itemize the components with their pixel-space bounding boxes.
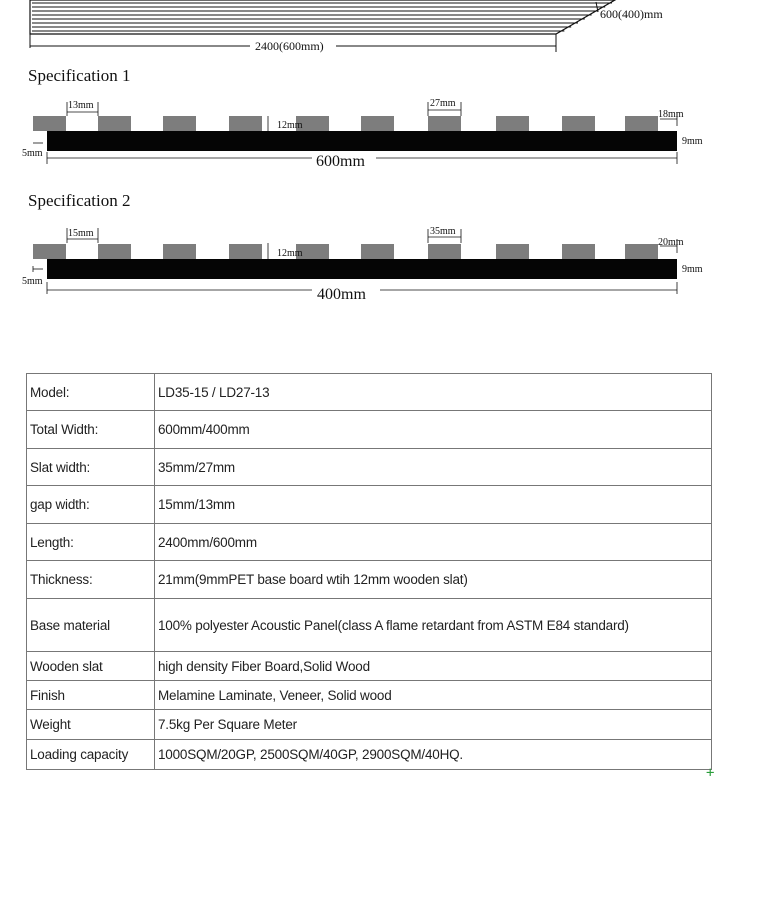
spec2-offset-label: 5mm [22, 276, 43, 287]
table-row [27, 599, 712, 652]
table-row [27, 561, 712, 599]
table-row [27, 486, 712, 524]
spec2-slat [428, 244, 461, 259]
spec-key: Thickness: [27, 561, 155, 599]
spec-key: Loading capacity [27, 740, 155, 770]
table-row [27, 411, 712, 449]
spec1-title: Specification 1 [28, 66, 131, 85]
spec1-slats [33, 116, 658, 131]
spec2-profile [22, 226, 703, 303]
spec-value: 35mm/27mm [155, 449, 712, 486]
table-row [27, 652, 712, 681]
spec1-slat [428, 116, 461, 131]
panel-width-label: 600(400)mm [600, 7, 663, 21]
spec-value: 15mm/13mm [155, 486, 712, 524]
spec-key: Length: [27, 524, 155, 561]
spec2-slat-label: 35mm [430, 226, 456, 237]
spec2-title: Specification 2 [28, 191, 131, 210]
spec2-slat [625, 244, 658, 259]
spec2-total-label: 400mm [317, 286, 366, 303]
spec1-slat [496, 116, 529, 131]
spec-value: high density Fiber Board,Solid Wood [155, 652, 712, 681]
technical-drawing [0, 0, 782, 360]
spec1-slat [163, 116, 196, 131]
spec2-edge-label: 20mm [658, 237, 684, 248]
table-row [27, 374, 712, 411]
panel-length-label: 2400(600mm) [255, 39, 324, 53]
specs-table [26, 373, 712, 770]
spec1-gap-label: 13mm [68, 100, 94, 111]
spec2-slat [98, 244, 131, 259]
spec-value: LD35-15 / LD27-13 [155, 374, 712, 411]
spec-key: Wooden slat [27, 652, 155, 681]
spec1-slat-label: 27mm [430, 98, 456, 109]
spec2-slat [361, 244, 394, 259]
cell-resize-handle: + [706, 765, 715, 781]
table-row [27, 524, 712, 561]
spec-value: 2400mm/600mm [155, 524, 712, 561]
table-row [27, 710, 712, 740]
spec-value: 600mm/400mm [155, 411, 712, 449]
spec2-slat [562, 244, 595, 259]
spec1-slat [562, 116, 595, 131]
spec-key: Slat width: [27, 449, 155, 486]
spec1-slat-height-label: 12mm [277, 120, 303, 131]
spec1-slat [625, 116, 658, 131]
spec1-profile [22, 98, 703, 170]
spec1-slat [361, 116, 394, 131]
spec-value: 21mm(9mmPET base board wtih 12mm wooden slat) [155, 561, 712, 599]
spec-key: Model: [27, 374, 155, 411]
spec1-base-label: 9mm [682, 136, 703, 147]
spec-value: 1000SQM/20GP, 2500SQM/40GP, 2900SQM/40HQ. [155, 740, 712, 770]
spec2-slat [229, 244, 262, 259]
table-row [27, 449, 712, 486]
spec2-base-board [47, 259, 677, 279]
spec-value: 7.5kg Per Square Meter [155, 710, 712, 740]
spec2-slat-height-label: 12mm [277, 248, 303, 259]
spec-key: gap width: [27, 486, 155, 524]
spec2-gap-label: 15mm [68, 228, 94, 239]
spec2-slat [496, 244, 529, 259]
spec2-slat [163, 244, 196, 259]
spec2-slats [33, 244, 658, 259]
spec1-total-label: 600mm [316, 153, 365, 170]
table-row [27, 740, 712, 770]
spec-key: Base material [27, 599, 155, 652]
spec-key: Total Width: [27, 411, 155, 449]
spec-value: 100% polyester Acoustic Panel(class A flame retardant from ASTM E84 standard) [155, 599, 712, 652]
spec1-slat [229, 116, 262, 131]
spec2-slat [33, 244, 66, 259]
spec-key: Finish [27, 681, 155, 710]
spec-key: Weight [27, 710, 155, 740]
spec1-slat [33, 116, 66, 131]
spec1-base-board [47, 131, 677, 151]
spec1-slat [98, 116, 131, 131]
table-row [27, 681, 712, 710]
spec1-edge-label: 18mm [658, 109, 684, 120]
spec-value: Melamine Laminate, Veneer, Solid wood [155, 681, 712, 710]
spec1-offset-label: 5mm [22, 148, 43, 159]
spec2-base-label: 9mm [682, 264, 703, 275]
panel-perspective [30, 0, 663, 53]
